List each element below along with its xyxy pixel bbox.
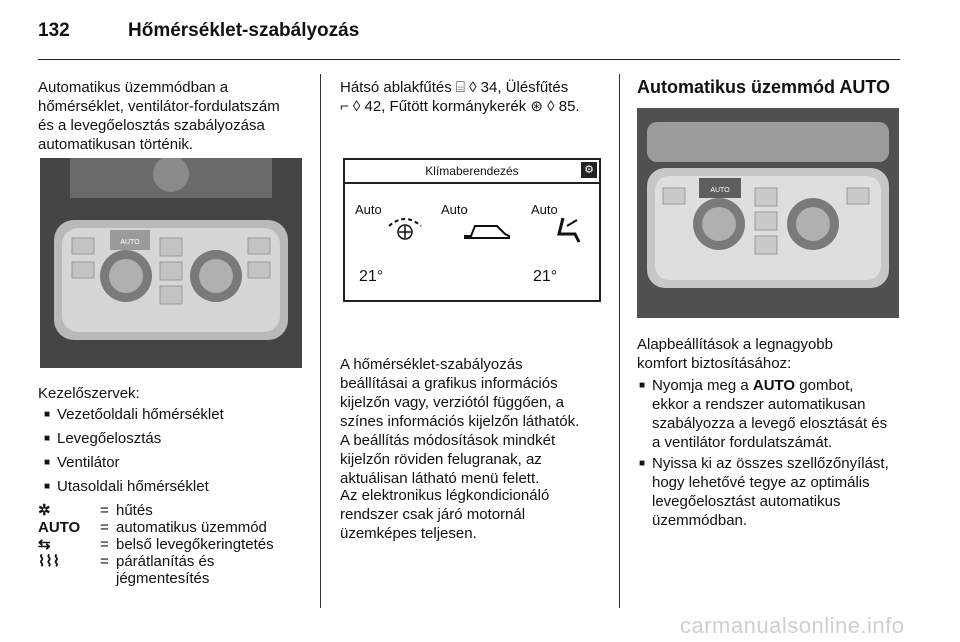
defrost-icon: ⌇⌇⌇ (38, 553, 60, 570)
control-item: ■ Levegőelosztás (57, 429, 161, 448)
header-rule (38, 59, 900, 60)
watermark: carmanualsonline.info (680, 613, 905, 638)
display-title: Klímaberendezés (345, 160, 599, 184)
snowflake-icon: ✲ (38, 502, 51, 519)
climate-display (343, 158, 601, 302)
auto-label-right: Auto (531, 202, 558, 217)
car-recirculation-icon (463, 220, 511, 242)
legend-row: AUTO = automatikus üzemmód (38, 519, 267, 536)
col3-intro: Alapbeállítások a legnagyobb komfort biztosításához: (637, 336, 833, 372)
page-header (38, 20, 359, 42)
climate-panel-photo (40, 158, 302, 368)
auto-panel-illustration (637, 108, 899, 318)
auto-panel-photo (637, 108, 899, 318)
temp-left: 21° (359, 268, 384, 285)
col1-intro: Automatikus üzemmódban a hőmérséklet, ventilátor-fordulatszám és a levegőelosztás szabályozása automatikusan történik. (38, 79, 280, 153)
temp-right: 21° (533, 268, 558, 285)
legend-row: ⇆ = belső levegőkeringtetés (38, 536, 274, 553)
auto-label-mid: Auto (441, 202, 468, 217)
legend-row: ✲ = hűtés (38, 502, 153, 519)
control-item: ■ Vezetőoldali hőmérséklet (57, 405, 224, 424)
column-divider-2 (619, 74, 620, 608)
col2-body1: A hőmérséklet-szabályozás beállításai a grafikus információs kijelzőn vagy, verziótól függően, a színes információs kijelzőn láthatók. A beállítás módosítások mindkét kijelzőn röviden felugranak, az aktuálisan látható menü felett. (340, 356, 580, 487)
section-heading: Automatikus üzemmód AUTO (637, 77, 891, 97)
col2-intro: Hátsó ablakfűtés ⌸ ◊ 34, Ülésfűtés ⌐ ◊ 42, Fűtött kormánykerék ⊛ ◊ 85. (340, 79, 580, 115)
col2-body2: Az elektronikus légkondicionáló rendszer csak járó motornál üzemképes teljesen. (340, 487, 550, 542)
auto-bullet-2: ■ Nyissa ki az összes szellőzőnyílást, hogy lehetővé tegye az optimális levegőelosztást automatikus üzemmódban. (652, 454, 902, 530)
climate-panel-illustration (40, 158, 302, 368)
control-item: ■ Utasoldali hőmérséklet (57, 477, 209, 496)
legend-row: jégmentesítés (116, 570, 210, 587)
auto-label-left: Auto (355, 202, 382, 217)
page-number: 132 (38, 20, 70, 41)
settings-icon: ⚙ (581, 162, 597, 178)
legend-row: ⌇⌇⌇ = párátlanítás és (38, 553, 215, 570)
seat-airflow-icon (553, 214, 583, 244)
auto-symbol: AUTO (38, 519, 81, 536)
svg-text:AUTO: AUTO (710, 187, 730, 194)
page-title: Hőmérséklet-szabályozás (128, 20, 360, 41)
control-item: ■ Ventilátor (57, 453, 120, 472)
auto-bullet-1: ■ Nyomja meg a AUTO gombot, ekkor a rendszer automatikusan szabályozza a levegő elosztását és a ventilátor fordulatszámát. (652, 376, 902, 452)
controls-heading: Kezelőszervek: (38, 385, 140, 402)
svg-text:AUTO: AUTO (120, 239, 140, 246)
fan-icon (385, 212, 425, 242)
recirculation-icon: ⇆ (38, 536, 51, 553)
